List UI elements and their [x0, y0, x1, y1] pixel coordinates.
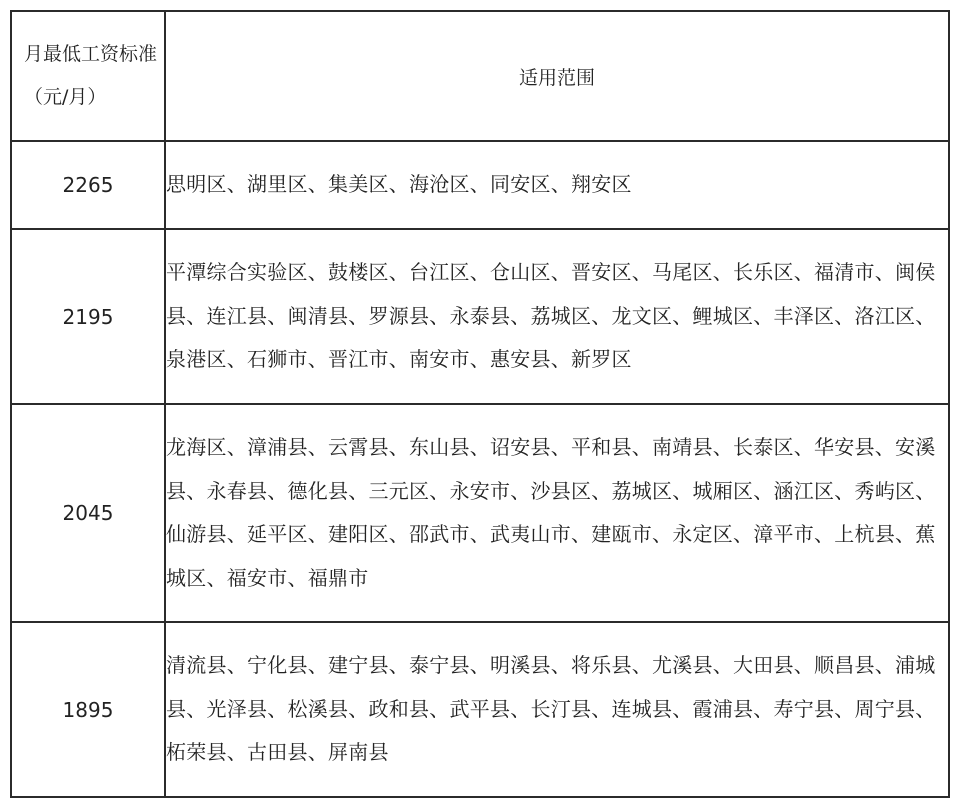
header-applicable-scope: 适用范围	[165, 11, 949, 141]
wage-value: 2265	[11, 141, 165, 229]
minimum-wage-table	[10, 10, 950, 798]
table-row	[11, 141, 949, 229]
table-row	[11, 622, 949, 797]
wage-value: 2045	[11, 404, 165, 622]
wage-value: 1895	[11, 622, 165, 797]
table-row	[11, 229, 949, 404]
table-row	[11, 404, 949, 622]
area-list: 龙海区、漳浦县、云霄县、东山县、诏安县、平和县、南靖县、长泰区、华安县、安溪县、永春县、德化县、三元区、永安市、沙县区、荔城区、城厢区、涵江区、秀屿区、仙游县、延平区、建阳区、邵武市、武夷山市、建瓯市、永定区、漳平市、上杭县、蕉城区、福安市、福鼎市	[165, 404, 949, 622]
table-header-row	[11, 11, 949, 141]
area-list: 思明区、湖里区、集美区、海沧区、同安区、翔安区	[165, 141, 949, 229]
area-list: 平潭综合实验区、鼓楼区、台江区、仓山区、晋安区、马尾区、长乐区、福清市、闽侯县、连江县、闽清县、罗源县、永泰县、荔城区、龙文区、鲤城区、丰泽区、洛江区、泉港区、石狮市、晋江市、南安市、惠安县、新罗区	[165, 229, 949, 404]
area-list: 清流县、宁化县、建宁县、泰宁县、明溪县、将乐县、尤溪县、大田县、顺昌县、浦城县、光泽县、松溪县、政和县、武平县、长汀县、连城县、霞浦县、寿宁县、周宁县、柘荣县、古田县、屏南县	[165, 622, 949, 797]
wage-value: 2195	[11, 229, 165, 404]
header-wage-standard: 月最低工资标准（元/月）	[11, 11, 165, 141]
